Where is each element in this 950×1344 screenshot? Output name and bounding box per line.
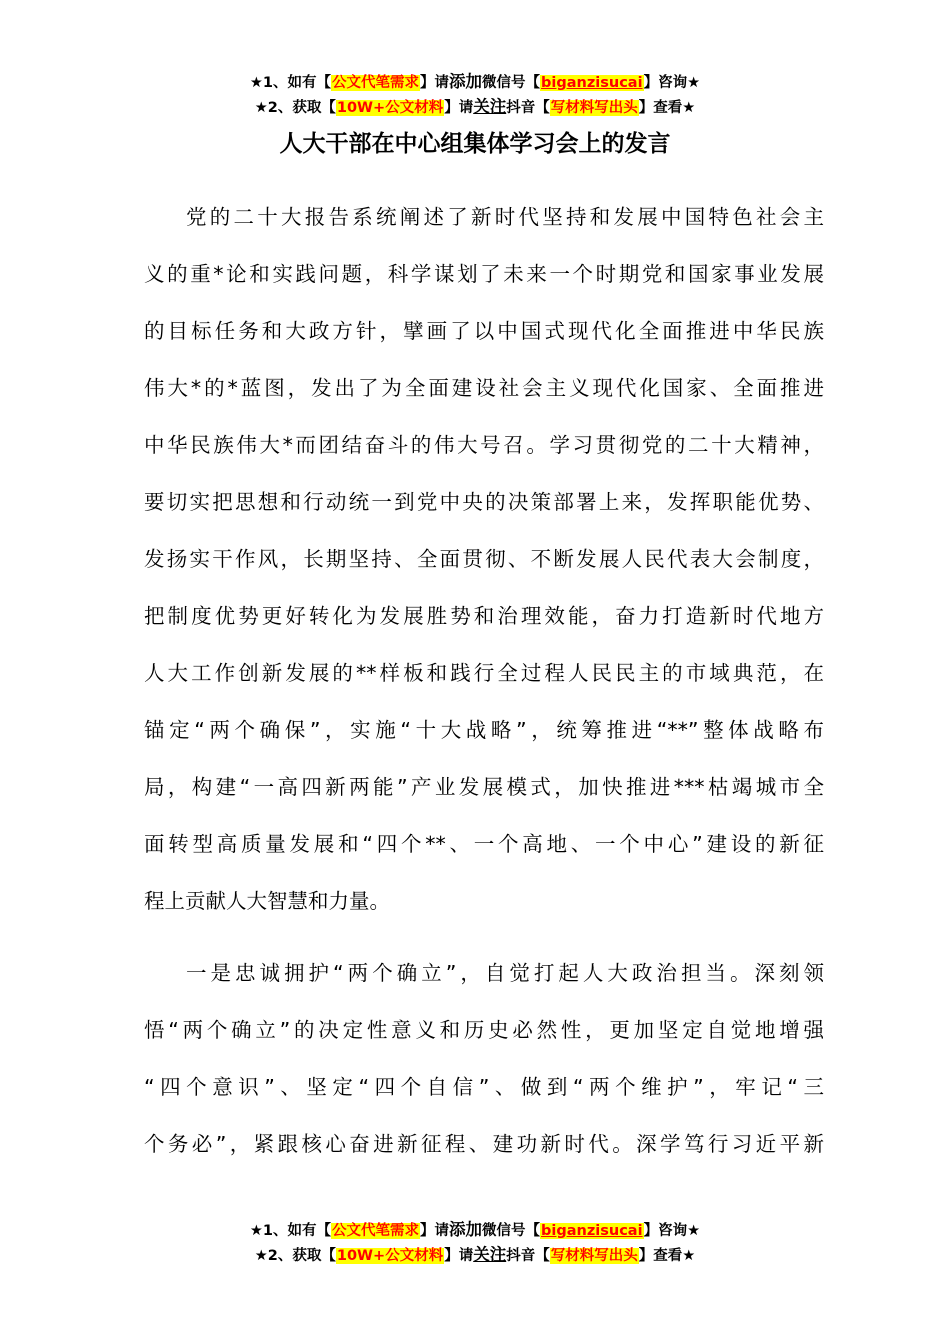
header-banner [0,70,950,120]
banner-text: 微信号【 [482,1223,541,1239]
banner-text: 】咨询★ [643,75,701,91]
text-line: 局，构建“一高四新两能”产业发展模式，加快推进***枯竭城市全 [144,775,824,799]
banner-text: 】咨询★ [643,1223,701,1239]
wechat-id-link[interactable]: biganzisucai [541,1223,643,1239]
highlight-materials: 10W+公文材料 [336,1248,444,1264]
highlight-materials: 10W+公文材料 [336,100,444,116]
highlight-douyin: 写材料写出头 [550,1248,638,1264]
document-body [144,189,824,1173]
text-line: 程上贡献人大智慧和力量。 [144,889,390,913]
wechat-id-link[interactable]: biganzisucai [541,75,643,91]
banner-emphasis: 关注 [473,1245,507,1264]
text-line: 义的重*论和实践问题，科学谋划了未来一个时期党和国家事业发展 [144,262,824,286]
banner-text: 】请 [444,100,474,116]
text-line: “四个意识”、坚定“四个自信”、做到“两个维护”，牢记“三 [144,1075,824,1099]
banner-text: 】查看★ [638,100,696,116]
text-line: 的目标任务和大政方针，擘画了以中国式现代化全面推进中华民族 [144,319,824,343]
highlight-service: 公文代笔需求 [332,75,420,91]
text-line: 把制度优势更好转化为发展胜势和治理效能，奋力打造新时代地方 [144,604,824,628]
banner-text: 微信号【 [482,75,541,91]
highlight-douyin: 写材料写出头 [550,100,638,116]
paragraph-1 [144,189,824,930]
banner-emphasis: 关注 [473,97,507,116]
banner-emphasis: 添加 [449,1220,483,1239]
text-line: 党的二十大报告系统阐述了新时代坚持和发展中国特色社会主 [186,205,824,229]
paragraph-2 [144,945,824,1173]
document-title: 人大干部在中心组集体学习会上的发言 [279,131,671,157]
banner-line-2 [0,1243,950,1268]
banner-line-1 [0,1218,950,1243]
text-line: 中华民族伟大*而团结奋斗的伟大号召。学习贯彻党的二十大精神， [144,433,824,457]
text-line: 人大工作创新发展的**样板和践行全过程人民民主的市域典范，在 [144,661,824,685]
banner-text: 抖音【 [506,1248,550,1264]
banner-text: ★2、获取【 [254,1248,336,1264]
highlight-service: 公文代笔需求 [332,1223,420,1239]
banner-line-2 [0,95,950,120]
paragraph-spacer [144,930,824,945]
banner-text: ★1、如有【 [249,1223,332,1239]
banner-text: 】请 [420,1223,450,1239]
text-line: 个务必”，紧跟核心奋进新征程、建功新时代。深学笃行习近平新 [144,1132,824,1156]
text-line: 伟大*的*蓝图，发出了为全面建设社会主义现代化国家、全面推进 [144,376,824,400]
text-line: 要切实把思想和行动统一到党中央的决策部署上来，发挥职能优势、 [144,490,824,514]
banner-text: 】请 [444,1248,474,1264]
banner-text: ★1、如有【 [249,75,332,91]
banner-text: 】请 [420,75,450,91]
footer-banner [0,1218,950,1268]
banner-text: 】查看★ [638,1248,696,1264]
banner-line-1 [0,70,950,95]
banner-emphasis: 添加 [449,72,483,91]
banner-text: 抖音【 [506,100,550,116]
text-line: 悟“两个确立”的决定性意义和历史必然性，更加坚定自觉地增强 [144,1018,824,1042]
text-line: 锚定“两个确保”，实施“十大战略”，统筹推进“**”整体战略布 [144,718,824,742]
banner-text: ★2、获取【 [254,100,336,116]
text-line: 一是忠诚拥护“两个确立”，自觉打起人大政治担当。深刻领 [186,961,824,985]
text-line: 发扬实干作风，长期坚持、全面贯彻、不断发展人民代表大会制度， [144,547,824,571]
text-line: 面转型高质量发展和“四个**、一个高地、一个中心”建设的新征 [144,832,824,856]
